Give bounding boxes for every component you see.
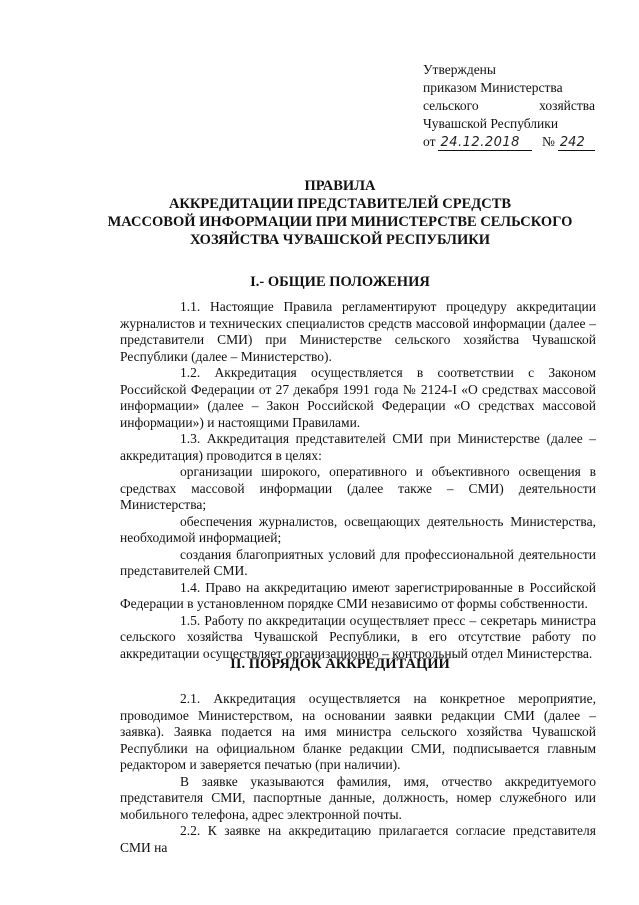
title-line: ПРАВИЛА: [304, 178, 376, 194]
date-prefix: от: [423, 134, 436, 149]
title-line: АККРЕДИТАЦИИ ПРЕДСТАВИТЕЛЕЙ СРЕДСТВ: [168, 196, 512, 212]
title-line: МАССОВОЙ ИНФОРМАЦИИ ПРИ МИНИСТЕРСТВЕ СЕЛЬСКОГО: [107, 214, 573, 230]
section-heading: I.- ОБЩИЕ ПОЛОЖЕНИЯ: [250, 274, 430, 290]
paragraph: 1.3. Аккредитация представителей СМИ при Министерстве (далее – аккредитация) проводится в целях:: [120, 431, 596, 463]
number-prefix: №: [542, 134, 555, 149]
approval-line: приказом Министерства: [423, 80, 563, 95]
approval-date-line: [423, 133, 595, 151]
section-heading: II. ПОРЯДОК АККРЕДИТАЦИИ: [230, 656, 450, 672]
approval-line: Чувашской Республики: [423, 116, 559, 131]
title-line: ХОЗЯЙСТВА ЧУВАШСКОЙ РЕСПУБЛИКИ: [189, 232, 491, 248]
paragraph: 1.5. Работу по аккредитации осуществляет пресс – секретарь министра сельского хозяйства Чувашской Республики, в его отсутствие работу по аккредитации осуществляет организационно – контрольный отдел Министерства.: [120, 612, 596, 661]
approval-line: [423, 97, 595, 115]
handwritten-date: 24.12.2018: [438, 136, 532, 151]
paragraph: В заявке указываются фамилия, имя, отчество аккредитуемого представителя СМИ, паспортные данные, должность, номер служебного или мобильного телефона, адрес электронной почты.: [120, 773, 596, 822]
paragraph: обеспечения журналистов, освещающих деятельность Министерства, необходимой информацией;: [120, 513, 596, 545]
handwritten-number: 242: [558, 136, 595, 151]
approval-word: сельского: [423, 98, 479, 113]
paragraph: создания благоприятных условий для профессиональной деятельности представителей СМИ.: [120, 546, 596, 578]
approval-word: хозяйства: [539, 98, 595, 113]
paragraph: 2.1. Аккредитация осуществляется на конкретное мероприятие, проводимое Министерством, на основании заявки редакции СМИ (далее – заявка). Заявка подается на имя министра сельского хозяйства Чувашской Республики на официальном бланке редакции СМИ, подписывается главным редактором и заверяется печатью (при наличии).: [120, 691, 596, 772]
paragraph: 1.1. Настоящие Правила регламентируют процедуру аккредитации журналистов и технических специалистов средств массовой информации (далее – представители СМИ) при Министерстве сельского хозяйства Чувашской Республики (далее – Министерство).: [120, 299, 596, 364]
paragraph: 2.2. К заявке на аккредитацию прилагается согласие представителя СМИ на: [120, 823, 596, 855]
section-body: [120, 691, 596, 856]
approval-line: Утверждены: [423, 62, 496, 77]
section-body: [120, 299, 596, 662]
paragraph: организации широкого, оперативного и объективного освещения в средствах массовой информации (далее также – СМИ) деятельности Министерства;: [120, 464, 596, 512]
approval-block: [423, 61, 595, 151]
paragraph: 1.2. Аккредитация осуществляется в соответствии с Законом Российской Федерации от 27 декабря 1991 года № 2124-I «О средствах массовой информации» (далее – Закон Российской Федерации «О средствах массовой информации») и настоящими Правилами.: [120, 365, 596, 430]
document-title: [60, 177, 620, 249]
paragraph: 1.4. Право на аккредитацию имеют зарегистрированные в Российской Федерации в установленном порядке СМИ независимо от формы собственности.: [120, 579, 596, 611]
